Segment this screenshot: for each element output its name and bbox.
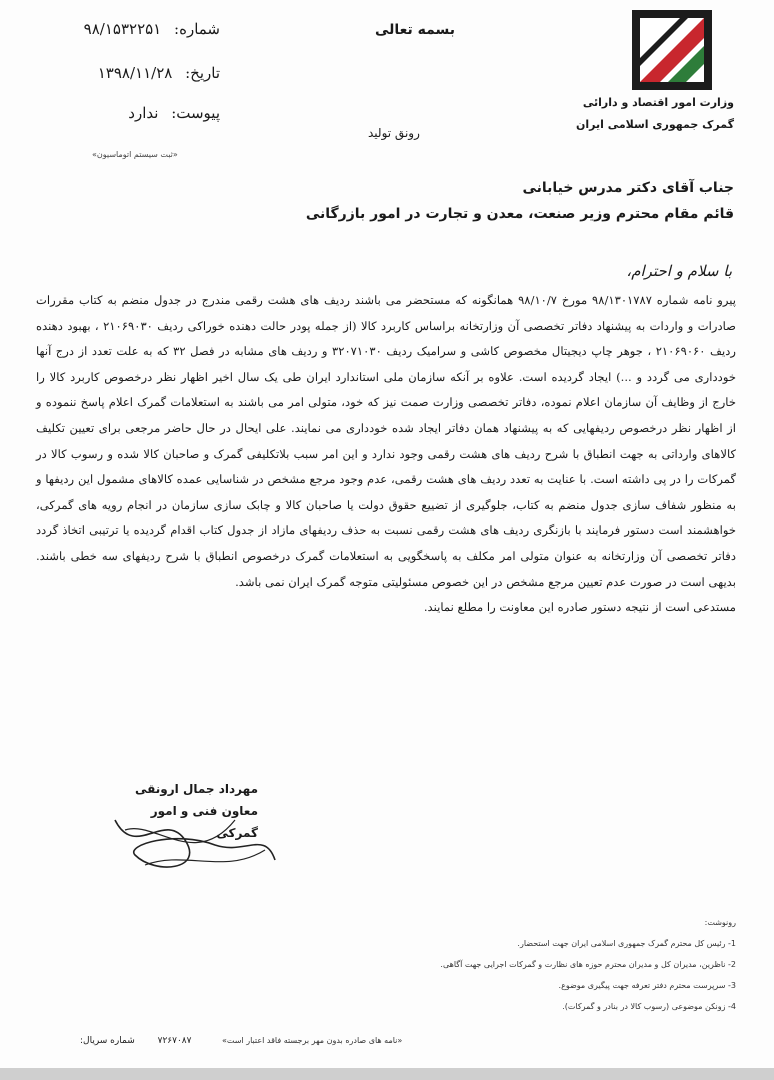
signature-scribble-icon — [95, 800, 295, 880]
date-value: ۱۳۹۸/۱۱/۲۸ — [97, 64, 173, 82]
validity-note: «نامه های صادره بدون مهر برجسته فاقد اعتبار است» — [222, 1036, 403, 1045]
cc-item: 4- زونکن موضوعی (رسوب کالا در بنادر و گمرکات). — [562, 1002, 736, 1011]
greeting-line: با سلام و احترام، — [626, 262, 732, 280]
letter-attachment — [128, 104, 220, 122]
number-label: شماره: — [174, 20, 220, 38]
cc-list — [356, 912, 736, 1017]
letter-number — [84, 20, 220, 38]
customs-logo-icon — [630, 8, 714, 92]
production-slogan: رونق تولید — [368, 126, 420, 140]
date-label: تاریخ: — [185, 64, 220, 82]
cc-item: 2- ناظرین، مدیران کل و مدیران محترم حوزه های نظارت و گمرکات اجرایی جهت آگاهی. — [440, 960, 736, 969]
addressee-title: قائم مقام محترم وزیر صنعت، معدن و تجارت در امور بازرگانی — [305, 206, 734, 222]
cc-item: 3- سرپرست محترم دفتر تعرفه جهت پیگیری موضوع. — [558, 981, 736, 990]
body-paragraph: پیرو نامه شماره ۹۸/۱۳۰۱۷۸۷ مورخ ۹۸/۱۰/۷ همانگونه که مستحضر می باشند ردیف های هشت رقمی مندرج در جدول منضم به کتاب مقررات صادرات و واردات به پیشنهاد دفاتر تخصصی آن وزارتخانه براساس کاربرد کالا (از جمله پودر حالت دهنده خوراکی ردیف ۲۱۰۶۹۰۳۰ ، بهبود دهنده ردیف ۲۱۰۶۹۰۶۰ ، جوهر چاپ دیجیتال مخصوص کاشی و سرامیک ردیف ۳۲۰۷۱۰۳۰ و ردیف های مشابه در فصل ۳۲ که به علت تعدد از درج آنها خودداری می گردد و ...) ایجاد گردیده است. علاوه بر آنکه سازمان ملی استاندارد ایران طی یک سال اخیر اظهار نظر درخصوص کاربرد کالا را خارج از وظایف آن سازمان اعلام نموده، دفاتر تخصصی وزارت صمت نیز که خود، متولی امر می باشند به استعلامات گمرک اعلام پاسخ ننموده و از اظهار نظر درخصوص ردیفهایی که به پیشنهاد همان دفاتر ایجاد شده خودداری می نمایند. علی ایحال در حال حاضر مرجعی برای تعیین تکلیف کالاهای وارداتی به جهت انطباق با شرح ردیف های هشت رقمی وجود ندارد و این امر سبب بلاتکلیفی گمرک و صاحبان کالا شده و رسوب کالا در گمرکات را در پی داشته است. با عنایت به تعدد ردیف های هشت رقمی، عدم وجود مرجع مشخص در شناسایی عمده کالاهای مشمول این ردیفها و به منظور شفاف سازی جدول منضم به کتاب، جلوگیری از تضییع حقوق دولت یا صاحبان کالا و چابک سازی سازمان در انجام رویه های گمرکی، خواهشمند است دستور فرمایند با بازنگری ردیف های هشت رقمی نسبت به حذف ردیفهای مازاد از جدول کتاب اقدام گردیده یا ترتیبی اتخاذ گردد دفاتر تخصصی آن وزارتخانه به عنوان متولی امر مکلف به پاسخگویی به استعلامات گمرک درخصوص انطباق با شرح ردیفهای سه خطی باشند. بدیهی است در صورت عدم تعیین مرجع مشخص در این خصوص مسئولیتی متوجه گمرک ایران نمی باشد. — [36, 293, 737, 589]
number-value: ۹۸/۱۵۳۲۲۵۱ — [83, 20, 162, 38]
system-note: «ثبت سیستم اتوماسیون» — [92, 150, 178, 159]
ministry-name: وزارت امور اقتصاد و دارائی — [582, 96, 734, 109]
customs-name: گمرک جمهوری اسلامی ایران — [575, 118, 734, 131]
cc-item: 1- رئیس کل محترم گمرک جمهوری اسلامی ایران جهت استحضار. — [517, 939, 736, 948]
bismillah-heading: بسمه تعالی — [374, 22, 456, 38]
serial-value: ۷۲۶۷۰۸۷ — [157, 1036, 192, 1046]
letter-body — [36, 288, 736, 621]
scan-border — [0, 1068, 774, 1080]
serial-label: شماره سریال: — [80, 1036, 135, 1046]
signer-title: معاون فنی و امور گمرکی — [150, 804, 258, 840]
attachment-label: پیوست: — [171, 104, 220, 122]
serial-number — [80, 1036, 191, 1046]
body-closing: مستدعی است از نتیجه دستور صادره این معاونت را مطلع نمایند. — [423, 600, 736, 615]
addressee-name: جناب آقای دکتر مدرس خیابانی — [522, 180, 734, 196]
attachment-value: ندارد — [128, 104, 159, 122]
signer-name: مهرداد جمال ارونقی — [135, 782, 258, 796]
cc-heading: رونوشت: — [704, 918, 736, 927]
letter-date — [98, 64, 220, 82]
